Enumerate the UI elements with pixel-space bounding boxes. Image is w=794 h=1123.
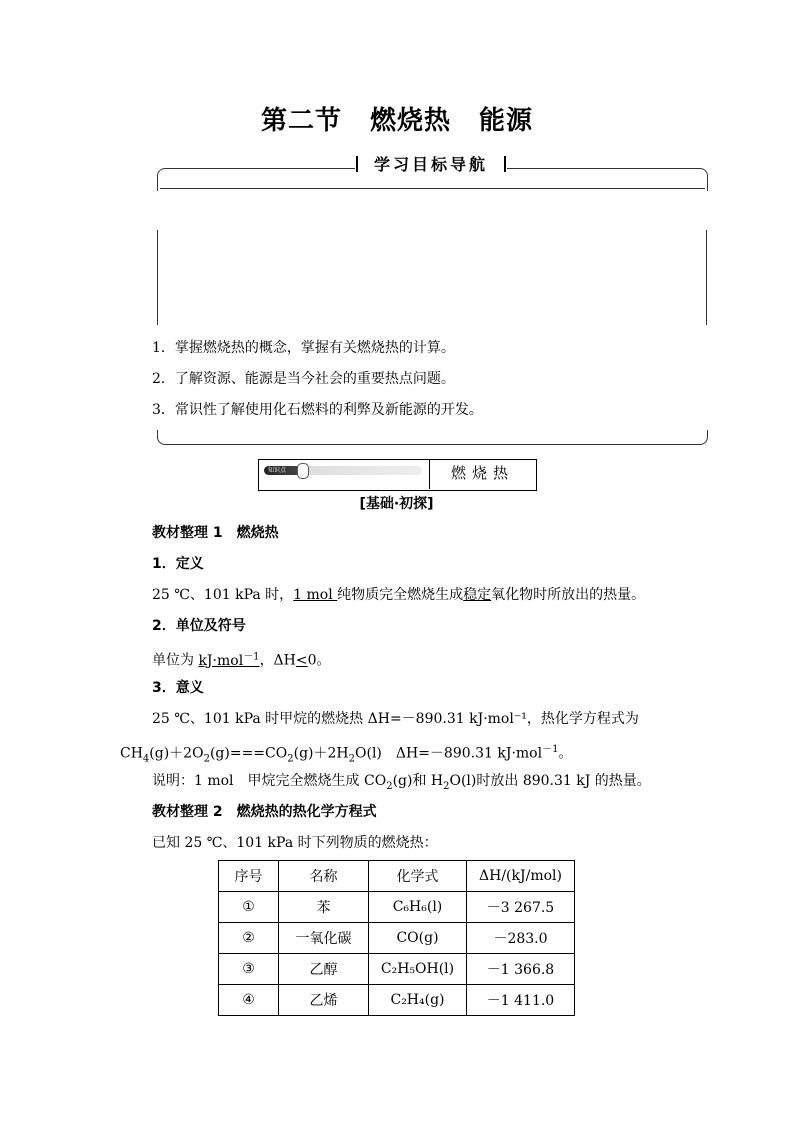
table-cell: C₆H₆(l) <box>369 892 467 923</box>
table-cell: ① <box>219 892 279 923</box>
table-cell: 苯 <box>279 892 369 923</box>
title-topic-2: 能源 <box>479 106 534 136</box>
table-row <box>219 923 575 954</box>
title-section: 第二节 <box>260 106 342 136</box>
eq-sub: 2 <box>203 753 210 765</box>
heading-1: 教材整理 1 燃烧热 <box>152 525 279 541</box>
eq-part: (g)＋2O <box>149 745 204 762</box>
definition-pre: 25 ℃、101 kPa 时， <box>152 587 294 603</box>
table-row <box>219 954 575 985</box>
thermo-equation <box>120 740 572 769</box>
eq-part: (g)===CO <box>209 745 288 762</box>
unit-pre: 单位为 <box>152 652 199 669</box>
unit-end: 0。 <box>307 652 331 669</box>
goals-frame-left <box>157 230 158 325</box>
unit-blank <box>198 653 259 669</box>
section-left-label: 知识点 <box>268 467 287 474</box>
note-part: O(l)时放出 890.31 kJ 的热量。 <box>449 773 651 789</box>
eq-sup: －1 <box>542 744 559 755</box>
section-subtitle: [基础·初探] <box>359 496 434 512</box>
eq-part: 。 <box>558 745 573 762</box>
table-cell: 一氧化碳 <box>279 923 369 954</box>
note-sub: 2 <box>443 780 450 792</box>
unit-lt-blank: < <box>295 652 308 669</box>
goals-label: 学习目标导航 <box>373 155 488 174</box>
goal-item: 2．了解资源、能源是当今社会的重要热点问题。 <box>152 371 455 387</box>
unit-post: ，ΔH <box>259 652 296 669</box>
table-cell: C₂H₅OH(l) <box>369 954 467 985</box>
meaning-line: 25 ℃、101 kPa 时甲烷的燃烧热 ΔH=－890.31 kJ·mol⁻¹，热化学方程式为 <box>152 711 639 727</box>
section-title: 燃烧热 <box>450 464 514 482</box>
definition-blank-1: 1 mol <box>293 587 338 603</box>
table-cell: ④ <box>219 985 279 1016</box>
note-sub: 2 <box>386 780 393 792</box>
note-part: (g)和 H <box>392 773 444 789</box>
definition-mid: 纯物质完全燃烧生成 <box>337 587 464 603</box>
unit-title: 2．单位及符号 <box>152 618 246 634</box>
definition-post: 氧化物时所放出的热量。 <box>491 587 646 603</box>
eq-part: (g)＋2H <box>293 745 349 762</box>
unit-text <box>152 647 331 671</box>
goals-frame-bottom <box>157 430 708 445</box>
table-cell: ② <box>219 923 279 954</box>
definition-blank-2: 稳定 <box>463 587 492 603</box>
table-header: 化学式 <box>369 861 467 892</box>
eq-part: CH <box>120 745 143 762</box>
table-header: 序号 <box>219 861 279 892</box>
section-progress-knob <box>297 463 309 479</box>
table-cell: CO(g) <box>369 923 467 954</box>
definition-text <box>152 585 645 605</box>
table-cell: －1 366.8 <box>467 954 575 985</box>
table-cell: ③ <box>219 954 279 985</box>
unit-blank-sup: －1 <box>243 651 260 662</box>
table-row <box>219 985 575 1016</box>
table-cell: －1 411.0 <box>467 985 575 1016</box>
section-progress-bar <box>264 466 422 475</box>
table-header: ΔH/(kJ/mol) <box>467 861 575 892</box>
table-header: 名称 <box>279 861 369 892</box>
unit-blank-text: kJ·mol <box>198 652 244 669</box>
table-cell: 乙烯 <box>279 985 369 1016</box>
meaning-title: 3．意义 <box>152 680 204 696</box>
table-header-row <box>219 861 575 892</box>
page-title <box>0 100 794 137</box>
note-part: 说明：1 mol 甲烷完全燃烧生成 CO <box>152 773 387 789</box>
table-cell: －3 267.5 <box>467 892 575 923</box>
goals-frame-right <box>706 230 707 325</box>
eq-sub: 4 <box>142 753 150 765</box>
heading-2: 教材整理 2 燃烧热的热化学方程式 <box>152 804 377 820</box>
eq-part: O(l) ΔH=－890.31 kJ·mol <box>355 745 543 762</box>
title-topic: 燃烧热 <box>369 106 451 136</box>
goals-divider <box>160 188 705 189</box>
goal-item: 3．常识性了解使用化石燃料的利弊及新能源的开发。 <box>152 402 483 418</box>
goal-item: 1．掌握燃烧热的概念，掌握有关燃烧热的计算。 <box>152 340 455 356</box>
eq-sub: 2 <box>348 753 355 765</box>
table-intro: 已知 25 ℃、101 kPa 时下列物质的燃烧热： <box>152 835 438 851</box>
table-cell: －283.0 <box>467 923 575 954</box>
combustion-heat-table <box>218 860 575 1016</box>
definition-title: 1．定义 <box>152 556 204 572</box>
table-cell: 乙醇 <box>279 954 369 985</box>
table-row <box>219 892 575 923</box>
table-cell: C₂H₄(g) <box>369 985 467 1016</box>
note-text <box>152 771 651 797</box>
eq-sub: 2 <box>287 753 294 765</box>
